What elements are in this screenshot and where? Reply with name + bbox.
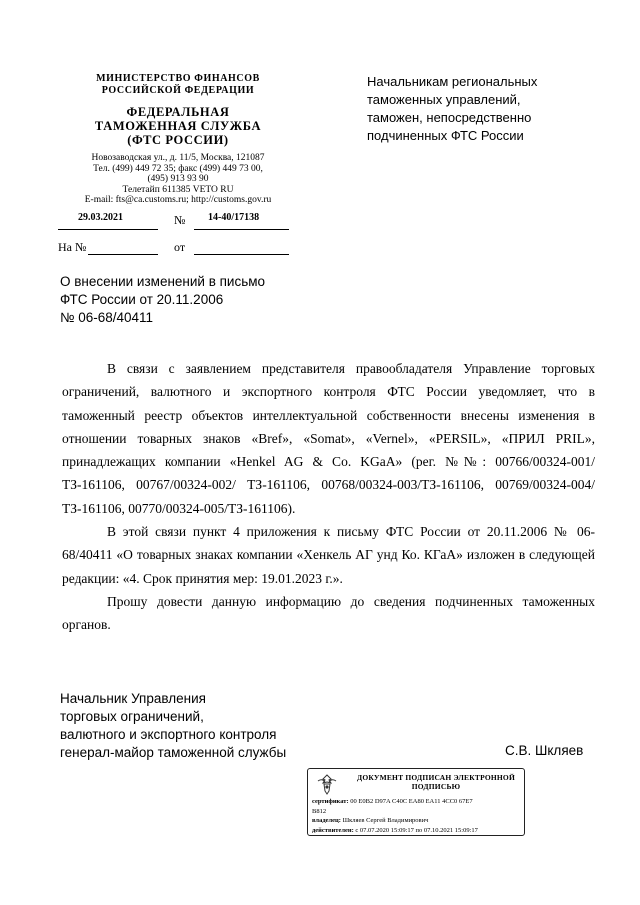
ministry-line: РОССИЙСКОЙ ФЕДЕРАЦИИ xyxy=(101,85,255,96)
paragraph: В связи с заявлением представителя правообладателя Управление торговых ограничений, валютного и экспортного контроля ФТС России уведомляет, что в таможенный реестр объектов интеллектуальной собственности внесены изменения в отношении товарных знаков «Bref», «Somat», «Vernel», «PERSIL», «ПРИЛ PRIL», принадлежащих компании «Henkel AG & Co. KGaA» (рег. №№: 00766/00324-001/ ТЗ-161106, 00767/00324-002/ ТЗ-161106, 00768/00324-003/ТЗ-161106, 00769/00324-004/ТЗ-161106, 00770/00324-005/ТЗ-161106). xyxy=(62,361,595,516)
owner-value: Шкляев Сергей Владимирович xyxy=(342,817,429,824)
from-underline xyxy=(194,254,289,255)
from-label: от xyxy=(174,240,186,254)
subject-line: ФТС России от 20.11.2006 xyxy=(60,292,224,307)
subject-line: № 06-68/40411 xyxy=(60,310,154,325)
position-line: Начальник Управления xyxy=(60,691,206,706)
stamp-title-line: ПОДПИСЬЮ xyxy=(411,782,461,791)
registration-date: 29.03.2021 xyxy=(78,212,123,223)
validity-row xyxy=(312,826,524,836)
e-signature-stamp xyxy=(307,768,525,836)
paragraph: В этой связи пункт 4 приложения к письму ФТС России от 20.11.2006 № 06-68/40411 «О товарных знаках компании «Хенкель АГ унд Ко. КГаА» изложен в следующей редакции: «4. Срок принятия мер: 19.01.2023 г.». xyxy=(62,524,595,586)
certificate-value-cont: B812 xyxy=(312,807,327,815)
stamp-title xyxy=(348,773,524,791)
registration-number: 14-40/17138 xyxy=(208,212,260,223)
service-name xyxy=(58,105,298,147)
reference-underline xyxy=(88,254,158,255)
subject xyxy=(60,273,265,327)
signatory-position xyxy=(60,690,286,762)
reference-label: На № xyxy=(58,240,87,254)
paragraph: Прошу довести данную информацию до сведения подчиненных таможенных органов. xyxy=(62,593,595,633)
address: Новозаводская ул., д. 11/5, Москва, 121087 xyxy=(91,153,265,163)
subject-line: О внесении изменений в письмо xyxy=(60,274,266,289)
service-line: ФЕДЕРАЛЬНАЯ xyxy=(126,105,230,119)
addressee-line: таможен, непосредственно xyxy=(367,110,532,125)
certificate-row xyxy=(312,797,524,807)
contacts xyxy=(58,153,298,206)
telex: Телетайп 611385 VETO RU xyxy=(122,184,234,195)
ministry-name xyxy=(58,73,298,97)
email: E-mail: fts@ca.customs.ru; http://customs.gov.ru xyxy=(84,195,272,205)
addressee-line: Начальникам региональных xyxy=(367,74,538,89)
service-line: ТАМОЖЕННАЯ СЛУЖБА xyxy=(94,119,262,133)
number-underline xyxy=(194,229,289,230)
date-underline xyxy=(58,229,158,230)
crest-icon xyxy=(312,773,342,797)
addressee-line: таможенных управлений, xyxy=(367,92,521,107)
stamp-details xyxy=(312,797,524,835)
validity-label: действителен: xyxy=(312,826,354,834)
signatory-name: С.В. Шкляев xyxy=(505,743,584,758)
owner-label: владелец: xyxy=(312,817,341,824)
number-label: № xyxy=(174,213,186,227)
ministry-line: МИНИСТЕРСТВО ФИНАНСОВ xyxy=(96,73,260,84)
addressee-line: подчиненных ФТС России xyxy=(367,128,524,143)
position-line: генерал-майор таможенной службы xyxy=(60,745,287,760)
validity-value: с 07.07.2020 15:09:17 по 07.10.2021 15:09:17 xyxy=(355,826,478,834)
certificate-value: 00 E0B2 D97A C40C EA80 EA11 4CC0 67E7 xyxy=(350,798,473,805)
addressee xyxy=(367,73,607,145)
certificate-label: сертификат: xyxy=(312,798,349,805)
letter-body xyxy=(62,357,595,637)
phone: Тел. (499) 449 72 35; факс (499) 449 73 00, xyxy=(93,163,263,174)
stamp-title-line: ДОКУМЕНТ ПОДПИСАН ЭЛЕКТРОННОЙ xyxy=(356,773,516,782)
position-line: торговых ограничений, xyxy=(60,709,204,724)
position-line: валютного и экспортного контроля xyxy=(60,727,277,742)
phone: (495) 913 93 90 xyxy=(147,174,209,184)
owner-row xyxy=(312,816,524,826)
service-line: (ФТС РОССИИ) xyxy=(127,133,229,147)
